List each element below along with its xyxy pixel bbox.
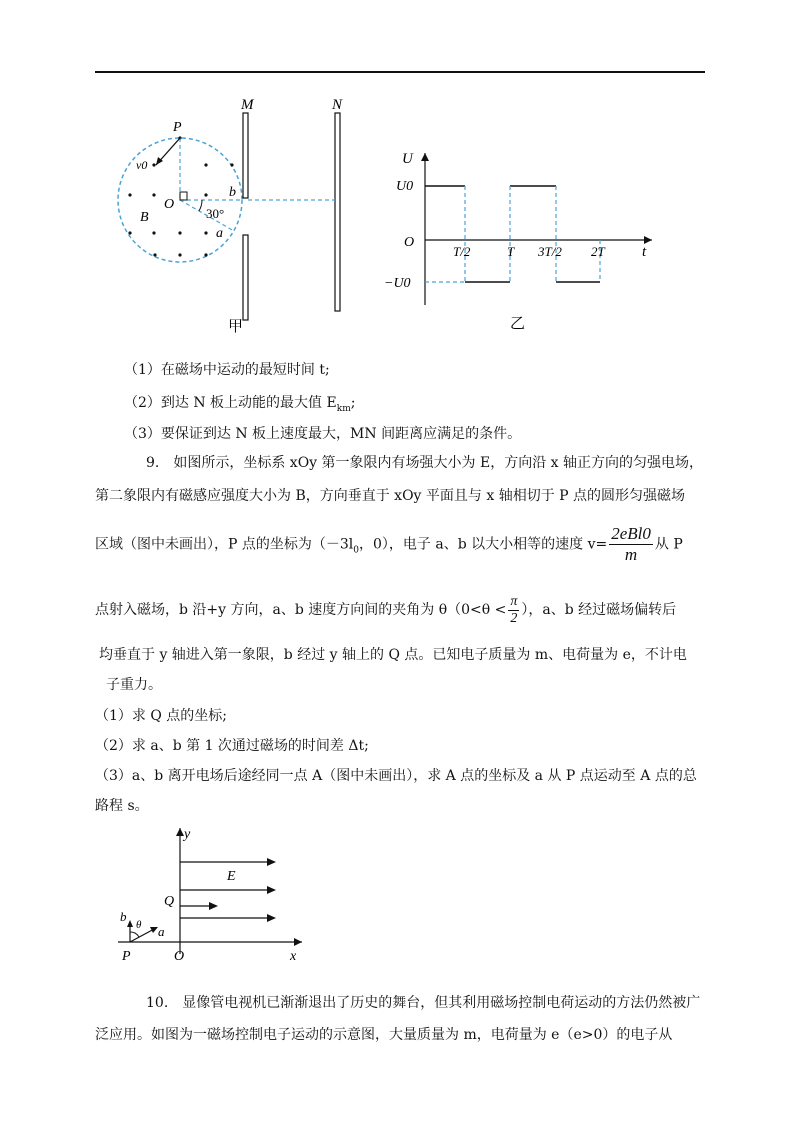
prev-q2-subscript: km xyxy=(336,403,351,414)
theta-numerator: π xyxy=(510,593,518,609)
q9-sub3-line1: （3）a、b 离开电场后途经同一点 A（图中未画出），求 A 点的坐标及 a 从 P 点运动至 A 点的总 xyxy=(95,768,697,784)
tick-t-half: T/2 xyxy=(453,244,471,259)
label-q: Q xyxy=(164,894,175,909)
caption-jia: 甲 xyxy=(228,319,244,335)
square-wave xyxy=(425,186,600,282)
q9-sub1: （1）求 Q 点的坐标; xyxy=(95,708,228,724)
prev-q2 xyxy=(124,393,355,419)
label-p: P xyxy=(173,120,182,135)
q10-line2: 泛应用。如图为一磁场控制电子运动的示意图，大量质量为 m，电荷量为 e（e>0）的电子从 xyxy=(95,1027,673,1043)
q9-line3-sub: 0 xyxy=(353,545,359,556)
plate-m-lower xyxy=(243,235,248,320)
tick-2t: 2T xyxy=(591,244,605,259)
label-origin-q9: O xyxy=(174,949,185,964)
figure-jia xyxy=(110,95,360,335)
plate-n xyxy=(335,113,340,311)
label-a-electron: a xyxy=(158,924,165,939)
tick-t: T xyxy=(507,244,515,259)
label-angle: 30° xyxy=(206,206,225,221)
q9-line5: 均垂直于 y 轴进入第一象限，b 经过 y 轴上的 Q 点。已知电子质量为 m、电荷量为 e，不计电 xyxy=(99,647,687,663)
label-origin: O xyxy=(404,235,415,250)
label-u0: U0 xyxy=(396,179,414,194)
label-theta: θ xyxy=(136,919,142,931)
label-a: a xyxy=(216,226,223,241)
q9-sub3-line2: 路程 s。 xyxy=(95,798,149,814)
q9-line4 xyxy=(95,592,676,628)
q9-line1: 9. 如图所示，坐标系 xOy 第一象限内有场强大小为 E，方向沿 x 轴正方向的匀强电场， xyxy=(146,455,704,471)
velocity-fraction xyxy=(609,524,653,565)
wave-guides xyxy=(425,186,600,282)
label-m: M xyxy=(241,97,254,113)
prev-q2-tail: ; xyxy=(350,395,356,411)
label-y: y xyxy=(184,827,191,842)
label-p-point: P xyxy=(122,949,131,964)
prev-q1: （1）在磁场中运动的最短时间 t; xyxy=(124,362,330,378)
tick-3t-half: 3T/2 xyxy=(538,244,562,259)
label-b-electron: b xyxy=(120,909,127,924)
plate-m-upper xyxy=(243,113,248,198)
label-b: b xyxy=(229,185,236,200)
label-neg-u0: −U0 xyxy=(384,276,411,291)
q9-line2: 第二象限内有磁感应强度大小为 B，方向垂直于 xOy 平面且与 x 轴相切于 P 点的圆形匀强磁场 xyxy=(95,488,686,504)
label-e: E xyxy=(227,869,236,884)
label-u: U xyxy=(402,151,413,167)
q9-line3 xyxy=(95,524,683,570)
label-b-field: B xyxy=(140,210,149,225)
prev-q2-text: （2）到达 N 板上动能的最大值 E xyxy=(124,395,337,411)
q9-sub2: （2）求 a、b 第 1 次通过磁场的时间差 Δt; xyxy=(95,738,369,754)
q9-line6: 子重力。 xyxy=(106,677,162,693)
header-rule xyxy=(95,71,705,73)
q9-line3-a: 区域（图中未画出），P 点的坐标为（－3l xyxy=(95,536,354,553)
q10-line1: 10. 显像管电视机已渐渐退出了历史的舞台，但其利用磁场控制电荷运动的方法仍然被广 xyxy=(146,995,701,1011)
label-x: x xyxy=(290,949,297,964)
label-t: t xyxy=(642,244,647,260)
figure-yi xyxy=(380,145,660,335)
theta-denominator: 2 xyxy=(510,610,518,626)
q9-line3-c: 从 P xyxy=(654,536,683,553)
q9-line4-a: 点射入磁场，b 沿+y 方向，a、b 速度方向间的夹角为 θ（0<θ < xyxy=(95,602,507,618)
velocity-denominator: m xyxy=(624,545,638,564)
label-n: N xyxy=(332,97,343,113)
q9-line3-b: ，0），电子 a、b 以大小相等的速度 v= xyxy=(359,536,608,553)
figure-q9 xyxy=(112,822,312,970)
label-o: O xyxy=(164,197,175,212)
prev-q3: （3）要保证到达 N 板上速度最大，MN 间距离应满足的条件。 xyxy=(124,426,522,442)
label-v0: v0 xyxy=(136,158,148,172)
theta-fraction xyxy=(508,594,519,627)
velocity-numerator: 2eBl0 xyxy=(611,524,651,543)
q9-line4-b: ），a、b 经过磁场偏转后 xyxy=(521,602,677,618)
caption-yi: 乙 xyxy=(510,316,526,332)
